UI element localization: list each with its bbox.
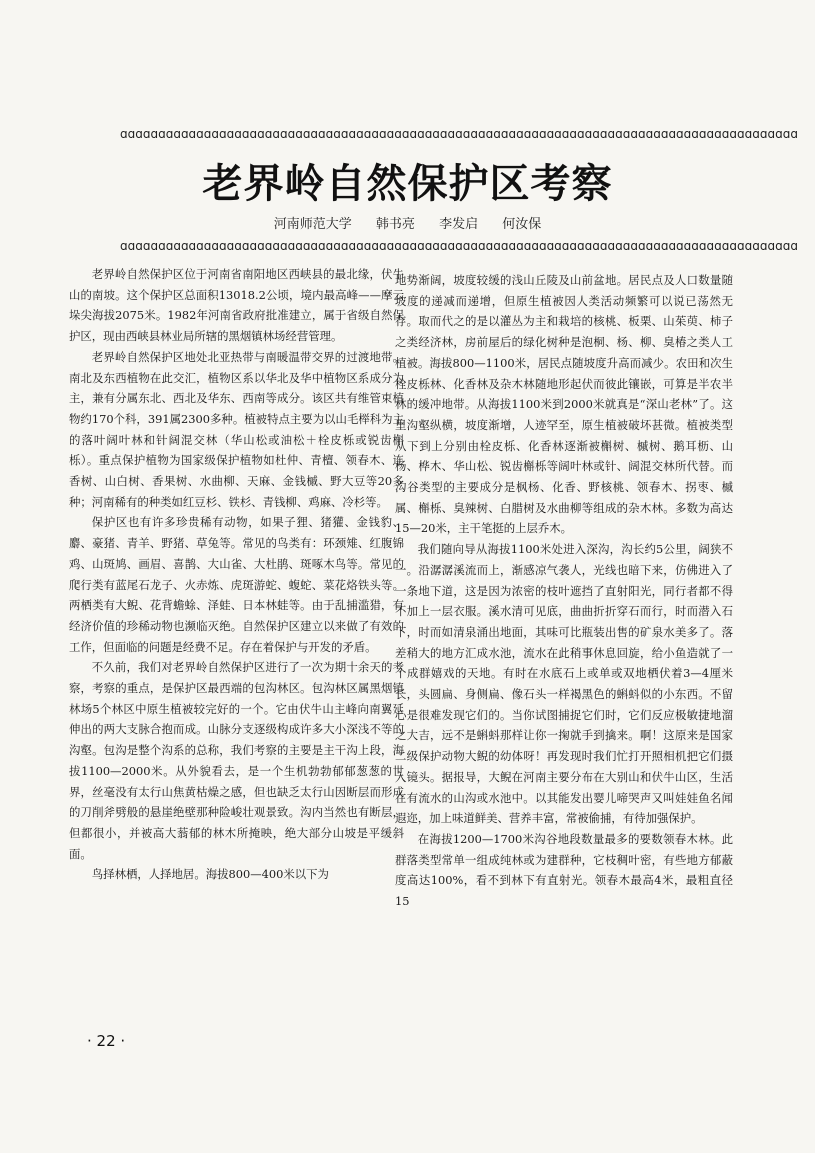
paragraph: 不久前，我们对老界岭自然保护区进行了一次为期十余天的考察，考察的重点，是保护区最西端的包沟林区。包沟林区属黑烟镇林场5个林区中原生植被较完好的一个。它由伏牛山主峰向南翼延伸出的两大支脉合抱而成。山脉分支逐级构成许多大小深浅不等的沟壑。包沟是整个沟系的总称，我们考察的主要是主干沟上段，海拔1100—2000米。从外貌看去，是一个生机勃勃郁郁葱葱的世界，丝毫没有太行山焦黄枯燥之感，但也缺乏太行山因断层而形成的刀削斧劈般的悬崖绝壁那种险峻壮观景致。沟内当然也有断层，但都很小，并被高大蓊郁的林木所掩映，绝大部分山坡是平缓斜面。 bbox=[69, 660, 404, 861]
author-line bbox=[0, 213, 815, 232]
right-text-column bbox=[395, 270, 733, 912]
author-name: 李发启 bbox=[439, 217, 479, 232]
paragraph: 老界岭自然保护区地处北亚热带与南暖温带交界的过渡地带。南北及东西植物在此交汇，植物区系以华北及华中植物区系成分为主，兼有分属东北、西北及华东、西南等成分。该区共有维管束植物约170个科，391属2300多种。植被特点主要为以山毛榉科为主的落叶阔叶林和针阔混交林（华山松或油松＋栓皮栎或锐齿槲栎）。重点保护植物为国家级保护植物如杜仲、青檀、领春木、连香树、山白树、香果树、水曲柳、天麻、金钱槭、野大豆等20多种；河南稀有的种类如红豆杉、铁杉、青钱柳、鸡麻、冷杉等。 bbox=[69, 349, 404, 509]
paragraph: 我们随向导从海拔1100米处进入深沟，沟长约5公里，阔狭不一。沿潺潺溪流而上，渐感凉气袭人，光线也暗下来，仿佛进入了一条地下道，这是因为浓密的枝叶遮挡了直射阳光，同行者都不得不加上一层衣服。溪水清可见底，曲曲折折穿石而行，时而潜入石下，时而如清泉涌出地面，其味可比瓶装出售的矿泉水美多了。落差稍大的地方汇成水池，流水在此稍事休息回旋，给小鱼造就了一个成群嬉戏的天地。有时在水底石上或单或双地栖伏着3—4厘米长，头圆扁、身侧扁、像石头一样褐黑色的蝌蚪似的小东西。不留心是很难发现它们的。当你试图捕捉它们时，它们反应极敏捷地溜之大吉，远不是蝌蚪那样让你一掬就手到擒来。啊！这原来是国家二级保护动物大鲵的幼体呀！再发现时我们忙打开照相机把它们摄入镜头。据报导，大鲵在河南主要分布在大别山和伏牛山区，生活在有流水的山沟或水池中。以其能发出婴儿啼哭声又叫娃娃鱼名闻遐迩，加上味道鲜美、营养丰富，常被偷捕，有待加强保护。 bbox=[395, 542, 733, 826]
paragraph: 在海拔1200—1700米沟谷地段数量最多的要数领春木林。此群落类型常单一组成纯林或为建群种，它枝稠叶密，有些地方郁蔽度高达100%，看不到林下有直射光。领春木最高4米，最粗直径15 bbox=[395, 831, 733, 909]
paragraph: 鸟择林栖，人择地居。海拔800—400米以下为 bbox=[91, 867, 329, 882]
paragraph-continued: 地势渐阔，坡度较缓的浅山丘陵及山前盆地。居民点及人口数量随坡度的递减而递增，但原生植被因人类活动频繁可以说已荡然无存。取而代之的是以灌丛为主和栽培的核桃、板栗、山茱萸、柿子之类经济林，房前屋后的绿化树种是泡桐、杨、柳、臭椿之类人工植被。海拔800—1100米，居民点随坡度升高而减少。农田和次生栓皮栎林、化香林及杂木林随地形起伏而彼此镶嵌，可算是半农半林的缓冲地带。从海拔1100米到2000米就真是“深山老林”了。这里沟壑纵横，坡度渐增，人迹罕至，原生植被破坏甚微。植被类型从下到上分别由栓皮栎、化香林逐渐被槲树、槭树、鹅耳枥、山杨、桦木、华山松、锐齿槲栎等阔叶林或针、阔混交林所代替。而沟谷类型的主要成分是枫杨、化香、野核桃、领春木、拐枣、槭属、槲栎、臭辣树、白腊树及水曲柳等组成的杂木林。多数为高达15—20米，主干笔挺的上层乔木。 bbox=[395, 273, 733, 536]
paragraph: 老界岭自然保护区位于河南省南阳地区西峡县的最北缘，伏牛山的南坡。这个保护区总面积13018.2公顷，境内最高峰——摩云垛尖海拔2075米。1982年河南省政府批准建立，属于省级自然保护区，现由西峡县林业局所辖的黑烟镇林场经营管理。 bbox=[69, 267, 404, 344]
author-name: 韩书亮 bbox=[375, 217, 415, 232]
bottom-ornament-border: ɑɑɑɑɑɑɑɑɑɑɑɑɑɑɑɑɑɑɑɑɑɑɑɑɑɑɑɑɑɑɑɑɑɑɑɑɑɑɑɑɑɑɑɑɑɑɑɑɑɑɑɑɑɑɑɑɑɑɑɑɑɑɑɑɑɑɑɑɑɑɑɑɑɑɑɑɑɑɑɑɑɑɑɑɑɑɑɑɑ bbox=[120, 239, 798, 253]
left-text-column bbox=[69, 264, 404, 885]
top-ornament-border: ɑɑɑɑɑɑɑɑɑɑɑɑɑɑɑɑɑɑɑɑɑɑɑɑɑɑɑɑɑɑɑɑɑɑɑɑɑɑɑɑɑɑɑɑɑɑɑɑɑɑɑɑɑɑɑɑɑɑɑɑɑɑɑɑɑɑɑɑɑɑɑɑɑɑɑɑɑɑɑɑɑɑɑɑɑɑɑɑɑ bbox=[120, 127, 798, 141]
paragraph: 保护区也有许多珍贵稀有动物，如果子狸、猪獾、金钱豹、麝、豪猪、青羊、野猪、草兔等。常见的鸟类有：环颈雉、红腹锦鸡、山斑鸠、画眉、喜鹊、大山雀、大杜鹃、斑啄木鸟等。常见的爬行类有蓝尾石龙子、火赤炼、虎斑游蛇、蝮蛇、菜花烙铁头等。两栖类有大鲵、花背蟾蜍、泽蛙、日本林蛙等。由于乱捕滥猎，有经济价值的珍稀动物也濒临灭绝。自然保护区建立以来做了有效的工作，但面临的问题是经费不足。存在着保护与开发的矛盾。 bbox=[69, 515, 404, 654]
affiliation: 河南师范大学 bbox=[273, 217, 352, 232]
author-name: 何汝保 bbox=[502, 217, 542, 232]
article-title: 老界岭自然保护区考察 bbox=[202, 161, 613, 207]
page-number: · 22 · bbox=[87, 1032, 126, 1050]
